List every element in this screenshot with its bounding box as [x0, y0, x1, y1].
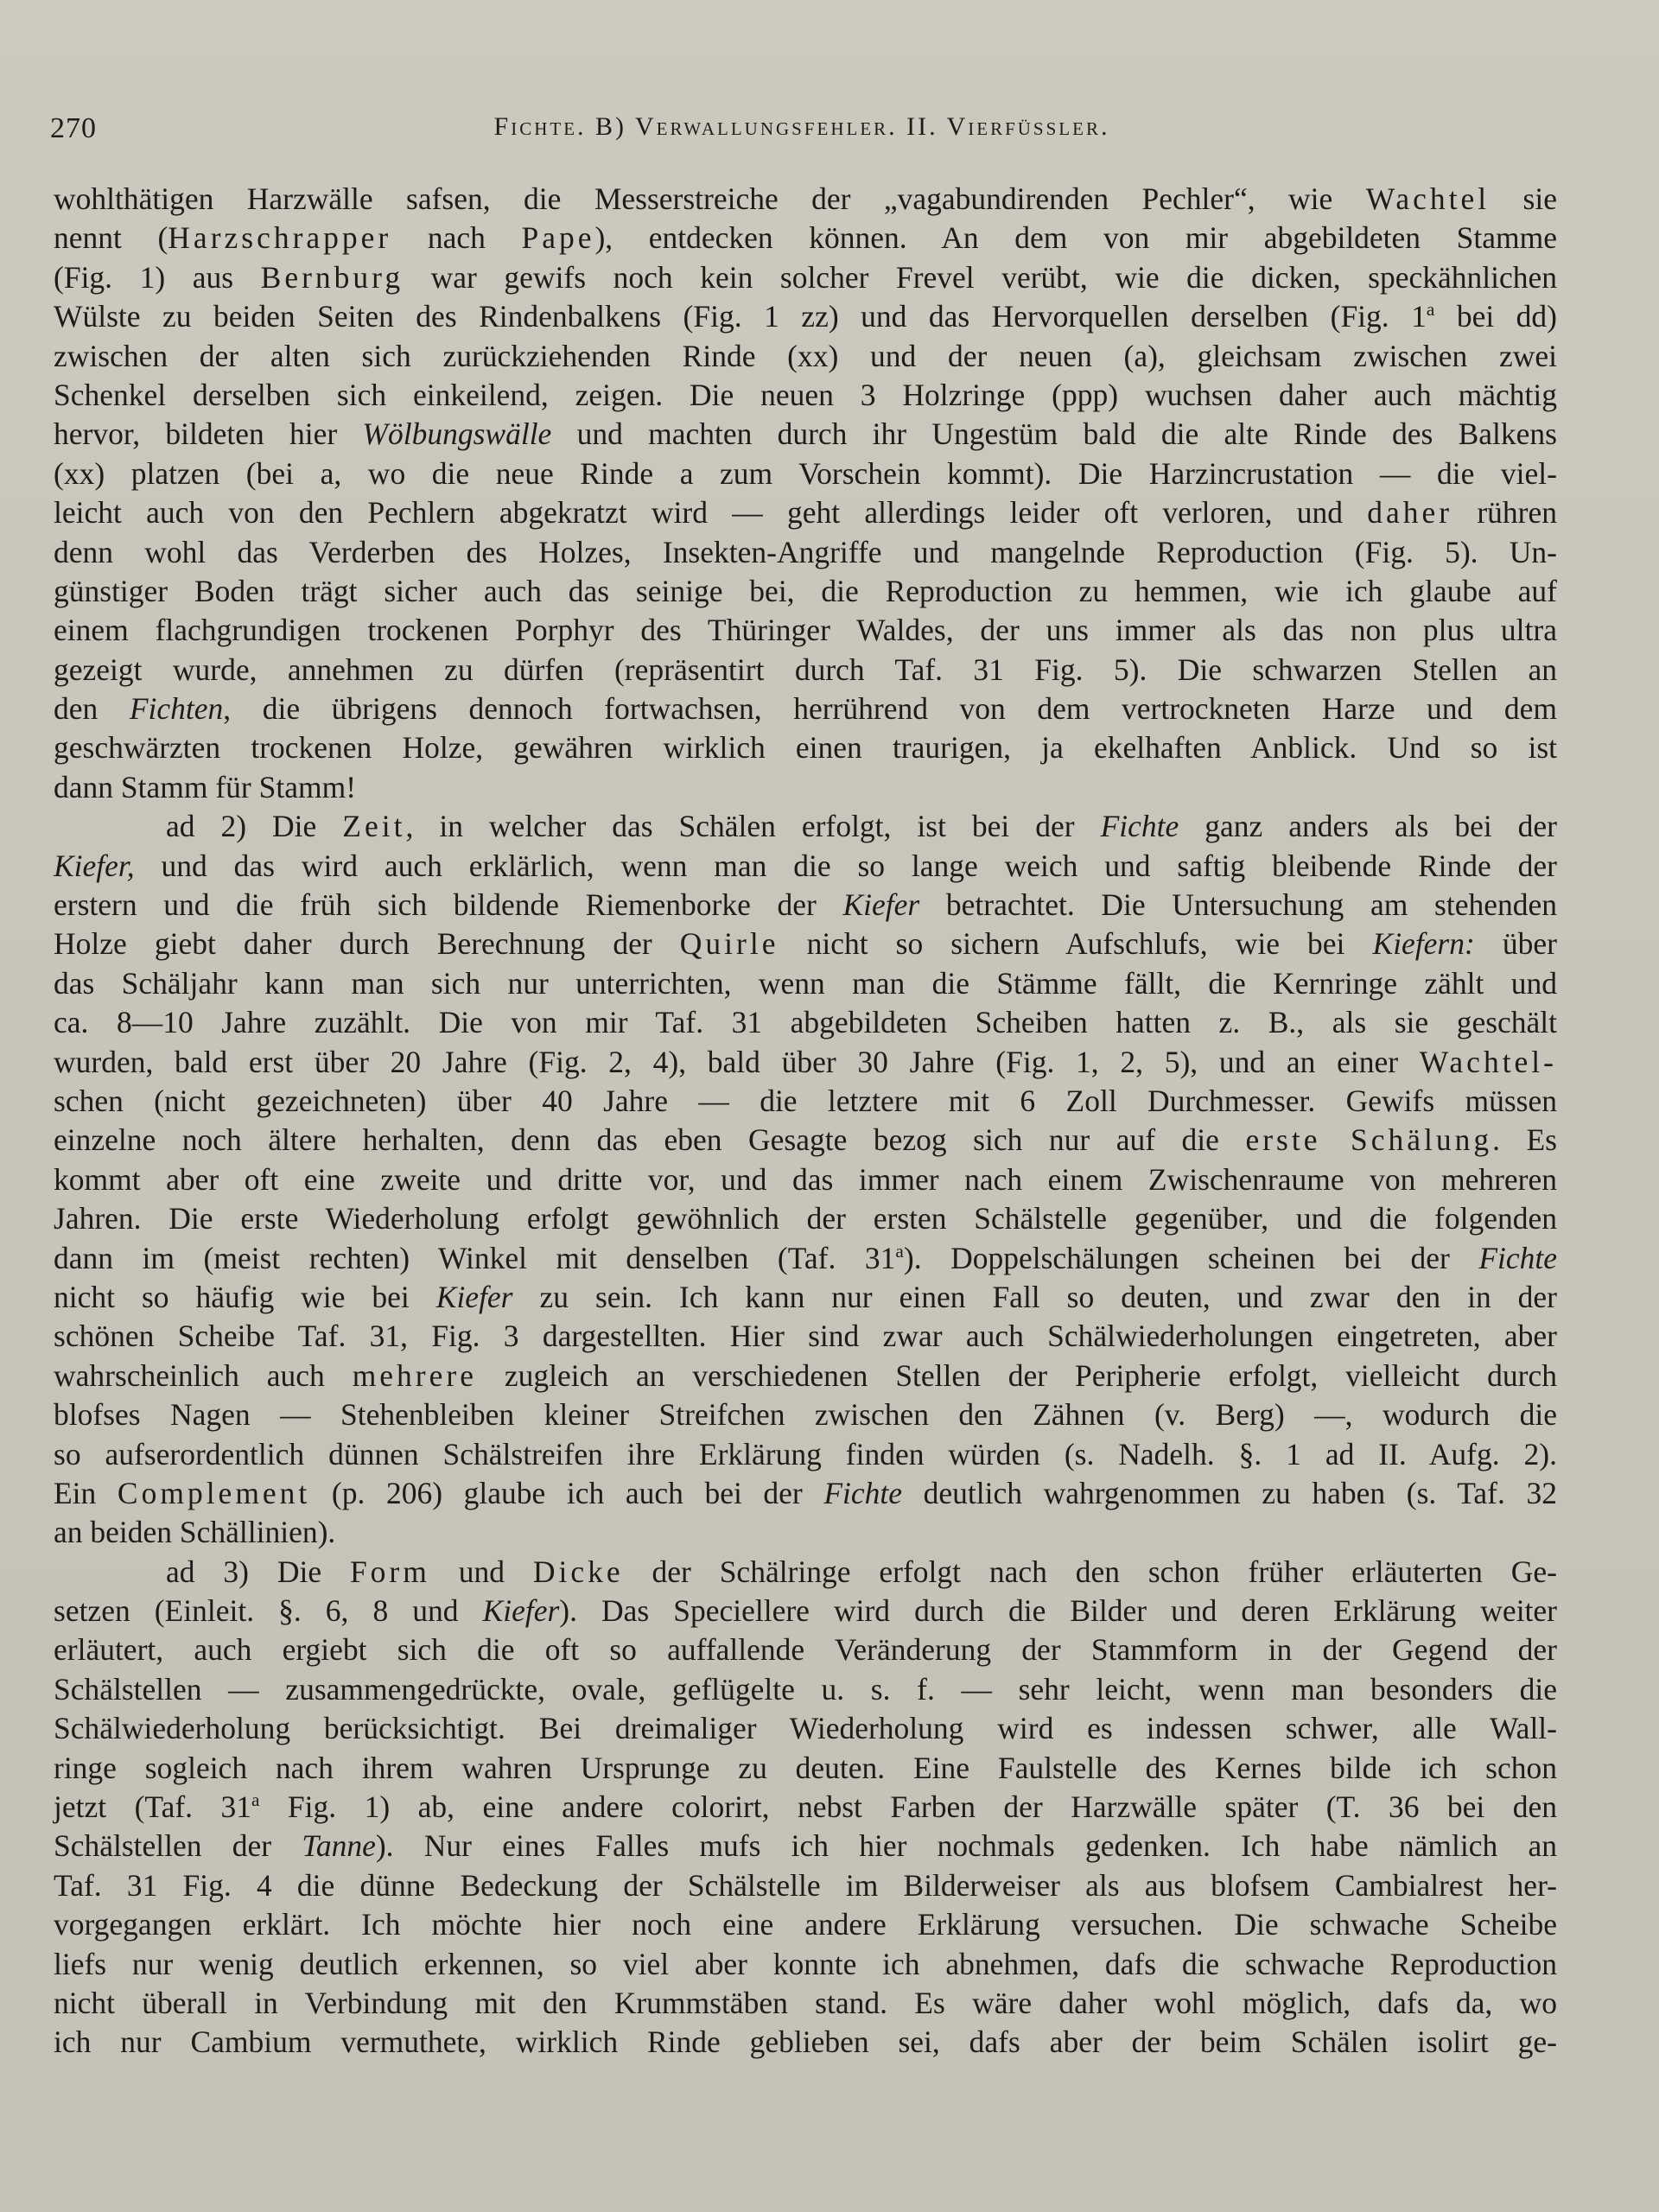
text-line [54, 690, 1557, 728]
text-line [54, 1553, 1557, 1592]
page-header [50, 112, 1554, 156]
page-number: 270 [50, 112, 97, 144]
text-run: das Schäljahr kann man sich nur unterrichten, wenn man die Stämme fällt, die Kernringe zählt und [54, 965, 1557, 1001]
text-line [54, 1003, 1557, 1042]
text-line [54, 807, 1557, 846]
text-line [54, 1435, 1557, 1474]
text-line [54, 1043, 1557, 1082]
text-line [54, 847, 1557, 886]
spaced-text: Pape [521, 220, 595, 256]
text-run: hervor, bildeten hier [54, 416, 363, 452]
body-text [54, 180, 1557, 2063]
italic-text: Fichte [1100, 809, 1179, 844]
text-run: geschwärzten trockenen Holze, gewähren wirklich einen traurigen, ja ekelhaften Anblick. Und so ist [54, 730, 1557, 766]
text-line [54, 533, 1557, 572]
text-run: sie [1490, 181, 1557, 216]
running-head: Fichte. B) Verwallungsfehler. II. Vierfüssler. [493, 112, 1110, 141]
text-run: nicht so sichern Aufschlufs, wie bei [779, 926, 1373, 962]
text-run: Holze giebt daher durch Berechnung der [54, 926, 680, 962]
text-run: betrachtet. Die Untersuchung am stehenden [919, 887, 1557, 923]
text-run: günstiger Boden trägt sicher auch das seinige bei, die Reproduction zu hemmen, wie ich glaube auf [54, 573, 1557, 608]
text-run: so aufserordentlich dünnen Schälstreifen ihre Erklärung finden würden (s. Nadelh. §. 1 ad II. Aufg. 2). [54, 1436, 1557, 1471]
text-run: . Es [1492, 1122, 1557, 1158]
text-run: dann im (meist rechten) Winkel mit denselben (Taf. 31 [54, 1240, 896, 1275]
text-line [54, 925, 1557, 963]
text-run: und das wird auch erklärlich, wenn man die so lange weich und saftig bleibende Rinde der [134, 848, 1557, 883]
text-line [54, 1592, 1557, 1630]
text-run: und [429, 1554, 533, 1589]
text-line [54, 454, 1557, 493]
text-run: ad 2) Die [166, 809, 343, 844]
text-line [54, 337, 1557, 376]
text-run: und machten durch ihr Ungestüm bald die alte Rinde des Balkens [551, 416, 1557, 452]
text-run: wurden, bald erst über 20 Jahre (Fig. 2, 4), bald über 30 Jahre (Fig. 1, 2, 5), und an einer [54, 1044, 1420, 1079]
text-line [54, 1709, 1557, 1748]
text-run: kommt aber oft eine zweite und dritte vor, und das immer nach einem Zwischenraume von mehreren [54, 1161, 1557, 1197]
text-run: (p. 206) glaube ich auch bei der [310, 1475, 824, 1510]
text-run: blofses Nagen — Stehenbleiben kleiner Streifchen zwischen den Zähnen (v. Berg) —, wodurch die [54, 1397, 1557, 1433]
italic-text: Kiefer [842, 887, 920, 923]
text-run: den [54, 691, 130, 727]
text-line [54, 728, 1557, 767]
text-line [54, 1357, 1557, 1395]
text-line [54, 1160, 1557, 1199]
text-run: der Schälringe erfolgt nach den schon früher erläuterten Ge- [623, 1554, 1557, 1589]
italic-text: Fichten [129, 691, 224, 727]
text-run: ich nur Cambium vermuthete, wirklich Rinde geblieben sei, dafs aber der beim Schälen isolirt ge- [54, 2024, 1557, 2060]
text-run: schen (nicht gezeichneten) über 40 Jahre — die letztere mit 6 Zoll Durchmesser. Gewifs müssen [54, 1083, 1557, 1118]
spaced-text: Complement [117, 1475, 311, 1510]
text-line [54, 1905, 1557, 1944]
text-run: einzelne noch ältere herhalten, denn das eben Gesagte bezog sich nur auf die [54, 1122, 1246, 1158]
spaced-text: mehrere [352, 1357, 477, 1393]
spaced-text: daher [1367, 495, 1453, 531]
spaced-text: erste Schälung [1245, 1122, 1493, 1158]
text-line [54, 611, 1557, 650]
text-line [54, 1513, 1557, 1552]
text-run: Taf. 31 Fig. 4 die dünne Bedeckung der Schälstelle im Bilderweiser als aus blofsem Cambialrest her- [54, 1867, 1557, 1903]
text-line [54, 493, 1557, 532]
text-line [54, 1278, 1557, 1317]
italic-text: Wölbungswälle [362, 416, 552, 452]
text-run: ca. 8—10 Jahre zuzählt. Die von mir Taf. 31 abgebildeten Scheiben hatten z. B., als sie geschält [54, 1005, 1557, 1040]
superscript: a [251, 1789, 260, 1811]
text-run: Schälstellen der [54, 1828, 302, 1864]
text-run: ringe sogleich nach ihrem wahren Ursprunge zu deuten. Eine Faulstelle des Kernes bilde ich schon [54, 1750, 1557, 1785]
text-line [54, 1395, 1557, 1434]
text-run: (xx) platzen (bei a, wo die neue Rinde a zum Vorschein kommt). Die Harzincrustation — die viel- [54, 455, 1557, 491]
italic-text: Kiefer [482, 1593, 560, 1629]
text-run: nicht überall in Verbindung mit den Krummstäben stand. Es wäre daher wohl möglich, dafs da, wo [54, 1985, 1557, 2020]
text-line [54, 219, 1557, 257]
text-line [54, 651, 1557, 690]
spaced-text: Form [349, 1554, 430, 1589]
text-line [54, 297, 1557, 336]
text-run: einem flachgrundigen trockenen Porphyr des Thüringer Waldes, der uns immer als das non plus ultra [54, 613, 1557, 648]
text-run: erstern und die früh sich bildende Riemenborke der [54, 887, 843, 923]
text-run: vorgegangen erklärt. Ich möchte hier noch eine andere Erklärung versuchen. Die schwache Scheibe [54, 1907, 1557, 1942]
text-run: ganz anders als bei der [1179, 809, 1557, 844]
spaced-text: Harzschrapper [168, 220, 392, 256]
text-run: denn wohl das Verderben des Holzes, Insekten-Angriffe und mangelnde Reproduction (Fig. 5). Un- [54, 534, 1557, 569]
text-run: setzen (Einleit. §. 6, 8 und [54, 1593, 483, 1629]
text-run: Fig. 1) ab, eine andere colorirt, nebst Farben der Harzwälle später (T. 36 bei den [259, 1789, 1557, 1825]
text-run: dann Stamm für Stamm! [54, 769, 357, 804]
italic-text: Kiefern: [1372, 926, 1475, 962]
text-run: schönen Scheibe Taf. 31, Fig. 3 dargestellten. Hier sind zwar auch Schälwiederholungen eingetreten, aber [54, 1319, 1557, 1354]
spaced-text: Zeit [342, 809, 406, 844]
text-line [54, 1788, 1557, 1827]
text-run: ), entdecken können. An dem von mir abgebildeten Stamme [594, 220, 1557, 256]
text-run: (Fig. 1) aus [54, 259, 261, 295]
italic-text: Fichte [823, 1475, 903, 1510]
text-run: an beiden Schällinien). [54, 1515, 336, 1550]
text-run: war gewifs noch kein solcher Frevel verübt, wie die dicken, speckähnlichen [404, 259, 1557, 295]
text-run: , in welcher das Schälen erfolgt, ist bei der [405, 809, 1101, 844]
superscript: a [895, 1240, 904, 1262]
text-line [54, 1670, 1557, 1709]
spaced-text: Wachtel- [1419, 1044, 1557, 1079]
text-line [54, 1474, 1557, 1513]
text-run: Wülste zu beiden Seiten des Rindenbalkens (Fig. 1 zz) und das Hervorquellen derselben (Fig. 1 [54, 299, 1427, 334]
text-run: ). Das Speciellere wird durch die Bilder und deren Erklärung weiter [559, 1593, 1557, 1629]
text-line [54, 964, 1557, 1003]
text-line [54, 1827, 1557, 1866]
text-run: deutlich wahrgenommen zu haben (s. Taf. 32 [902, 1475, 1557, 1510]
text-line [54, 572, 1557, 611]
text-run: wahrscheinlich auch [54, 1357, 353, 1393]
text-line [54, 1121, 1557, 1160]
spaced-text: Bernburg [260, 259, 404, 295]
text-line [54, 768, 1557, 807]
text-line [54, 2023, 1557, 2062]
text-line [54, 1945, 1557, 1984]
text-run: bei dd) [1434, 299, 1557, 334]
text-line [54, 1239, 1557, 1278]
text-line [54, 1630, 1557, 1669]
text-line [54, 1866, 1557, 1905]
text-run: wohlthätigen Harzwälle safsen, die Messerstreiche der „vagabundirenden Pechler“, wie [54, 181, 1366, 216]
text-line [54, 415, 1557, 454]
text-run: über [1474, 926, 1557, 962]
text-run: nennt ( [54, 220, 168, 256]
text-run: ). Doppelschälungen scheinen bei der [903, 1240, 1479, 1275]
text-line [54, 1199, 1557, 1238]
italic-text: Fichte [1478, 1240, 1557, 1275]
text-run: liefs nur wenig deutlich erkennen, so viel aber konnte ich abnehmen, dafs die schwache Reproduction [54, 1946, 1557, 1981]
text-line [54, 1317, 1557, 1356]
spaced-text: Dicke [532, 1554, 624, 1589]
text-line [54, 1749, 1557, 1788]
text-run: nicht so häufig wie bei [54, 1279, 436, 1314]
text-run: gezeigt wurde, annehmen zu dürfen (repräsentirt durch Taf. 31 Fig. 5). Die schwarzen Stellen an [54, 652, 1557, 687]
text-line [54, 1082, 1557, 1121]
text-run: ad 3) Die [166, 1554, 350, 1589]
text-run: , die übrigens dennoch fortwachsen, herrührend von dem vertrockneten Harze und dem [223, 691, 1557, 727]
text-line [54, 376, 1557, 415]
text-run: ). Nur eines Falles mufs ich hier nochmals gedenken. Ich habe nämlich an [375, 1828, 1557, 1864]
text-run: Jahren. Die erste Wiederholung erfolgt gewöhnlich der ersten Schälstelle gegenüber, und die folgenden [54, 1201, 1557, 1236]
spaced-text: Wachtel [1365, 181, 1491, 216]
text-line [54, 886, 1557, 925]
text-run: zwischen der alten sich zurückziehenden Rinde (xx) und der neuen (a), gleichsam zwischen zwei [54, 338, 1557, 373]
text-line [54, 1984, 1557, 2023]
text-line [54, 258, 1557, 297]
text-run: zu sein. Ich kann nur einen Fall so deuten, und zwar den in der [512, 1279, 1558, 1314]
text-line [54, 180, 1557, 219]
italic-text: Kiefer [435, 1279, 513, 1314]
text-run: erläutert, auch ergiebt sich die oft so auffallende Veränderung der Stammform in der Gegend der [54, 1632, 1557, 1668]
text-run: leicht auch von den Pechlern abgekratzt wird — geht allerdings leider oft verloren, und [54, 495, 1368, 531]
superscript: a [1426, 299, 1435, 321]
text-run: jetzt (Taf. 31 [54, 1789, 252, 1825]
text-run: rühren [1452, 495, 1557, 531]
text-run: Schenkel derselben sich einkeilend, zeigen. Die neuen 3 Holzringe (ppp) wuchsen daher auch mächtig [54, 377, 1557, 412]
text-run: Schälwiederholung berücksichtigt. Bei dreimaliger Wiederholung wird es indessen schwer, alle Wall- [54, 1711, 1557, 1746]
italic-text: Tanne [302, 1828, 376, 1864]
text-run: zugleich an verschiedenen Stellen der Peripherie erfolgt, vielleicht durch [476, 1357, 1557, 1393]
spaced-text: Quirle [679, 926, 779, 962]
italic-text: Kiefer, [54, 848, 135, 883]
text-run: Ein [54, 1475, 118, 1510]
text-run: nach [391, 220, 522, 256]
text-run: Schälstellen — zusammengedrückte, ovale, geflügelte u. s. f. — sehr leicht, wenn man besonders die [54, 1671, 1557, 1707]
